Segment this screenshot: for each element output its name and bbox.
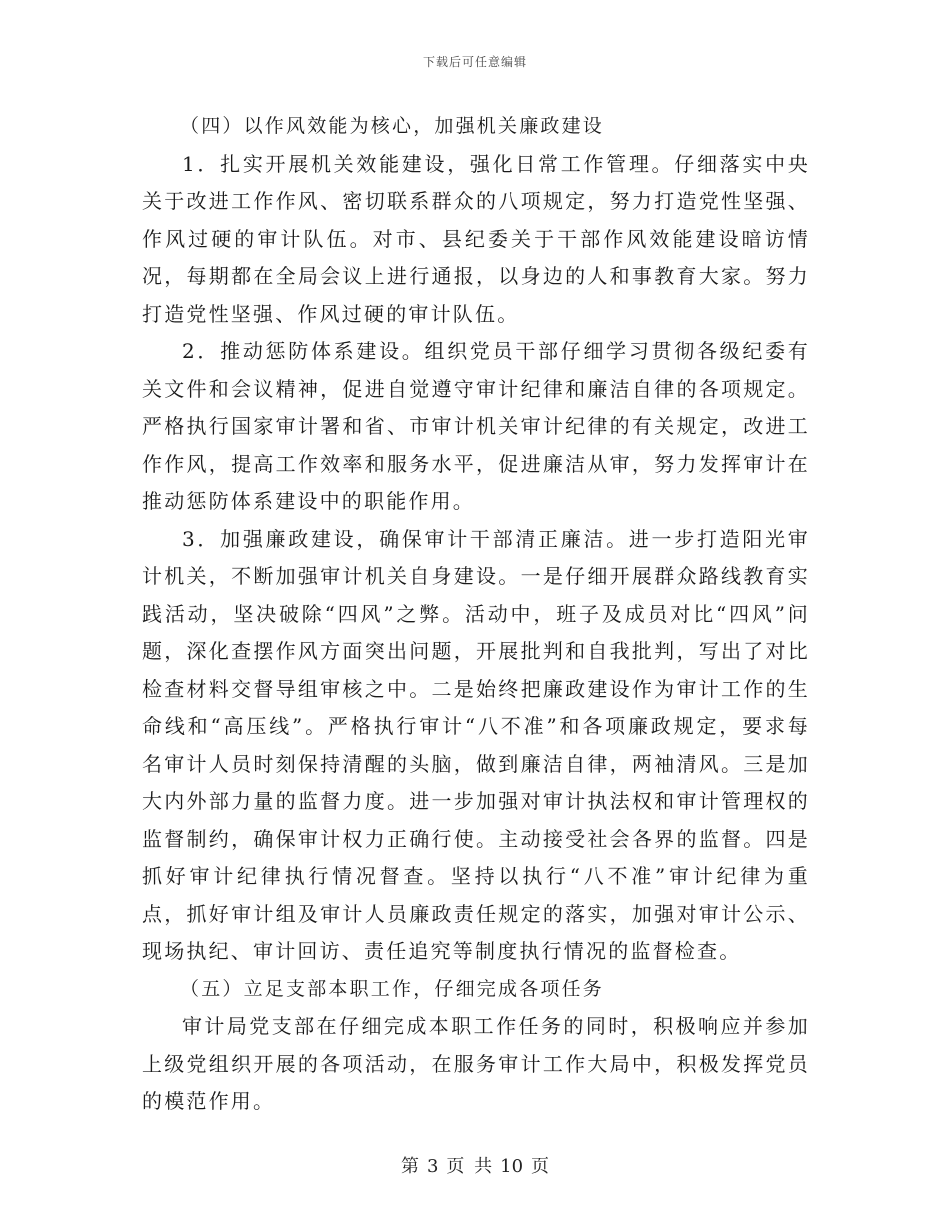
section-4-heading: （四）以作风效能为核心，加强机关廉政建设	[180, 115, 605, 137]
paragraph-section-5: 审计局党支部在仔细完成本职工作任务的同时，积极响应并参加上级党组织开展的各项活动，在服务审计工作大局中，积极发挥党员的模范作用。	[142, 1014, 810, 1113]
page-header: 下载后可任意编辑	[422, 55, 527, 69]
page-number: 3	[426, 1156, 439, 1177]
paragraph-item-3: 3．加强廉政建设，确保审计干部清正廉洁。进一步打造阳光审计机关，不断加强审计机关自身建设。一是仔细开展群众路线教育实践活动，坚决破除“四风”之弊。活动中，班子及成员对比“四风”问题，深化查摆作风方面突出问题，开展批判和自我批判，写出了对比检查材料交督导组审核之中。二是始终把廉政建设作为审计工作的生命线和“高压线”。严格执行审计“八不准”和各项廉政规定，要求每名审计人员时刻保持清醒的头脑，做到廉洁自律，两袖清风。三是加大内外部力量的监督力度。进一步加强对审计执法权和审计管理权的监督制约，确保审计权力正确行使。主动接受社会各界的监督。四是抓好审计纪律执行情况督查。坚持以执行“八不准”审计纪律为重点，抓好审计组及审计人员廉政责任规定的落实，加强对审计公示、现场执纪、审计回访、责任追究等制度执行情况的监督检查。	[142, 526, 810, 963]
paragraph-item-2: 2．推动惩防体系建设。组织党员干部仔细学习贯彻各级纪委有关文件和会议精神，促进自觉遵守审计纪律和廉洁自律的各项规定。严格执行国家审计署和省、市审计机关审计纪律的有关规定，改进工作作风，提高工作效率和服务水平，促进廉洁从审，努力发挥审计在推动惩防体系建设中的职能作用。	[142, 339, 810, 513]
total-pages: 10	[500, 1156, 524, 1177]
document-body	[142, 108, 810, 1121]
footer-suffix: 页	[531, 1156, 550, 1177]
footer-prefix: 第	[400, 1156, 419, 1177]
page-footer	[0, 1152, 950, 1178]
section-5-heading: （五）立足支部本职工作，仔细完成各项任务	[180, 977, 605, 1000]
paragraph-item-1: 1．扎实开展机关效能建设，强化日常工作管理。仔细落实中央关于改进工作作风、密切联系群众的八项规定，努力打造党性坚强、作风过硬的审计队伍。对市、县纪委关于干部作风效能建设暗访情况，每期都在全局会议上进行通报，以身边的人和事教育大家。努力打造党性坚强、作风过硬的审计队伍。	[142, 151, 810, 326]
footer-middle: 页 共	[446, 1156, 493, 1177]
